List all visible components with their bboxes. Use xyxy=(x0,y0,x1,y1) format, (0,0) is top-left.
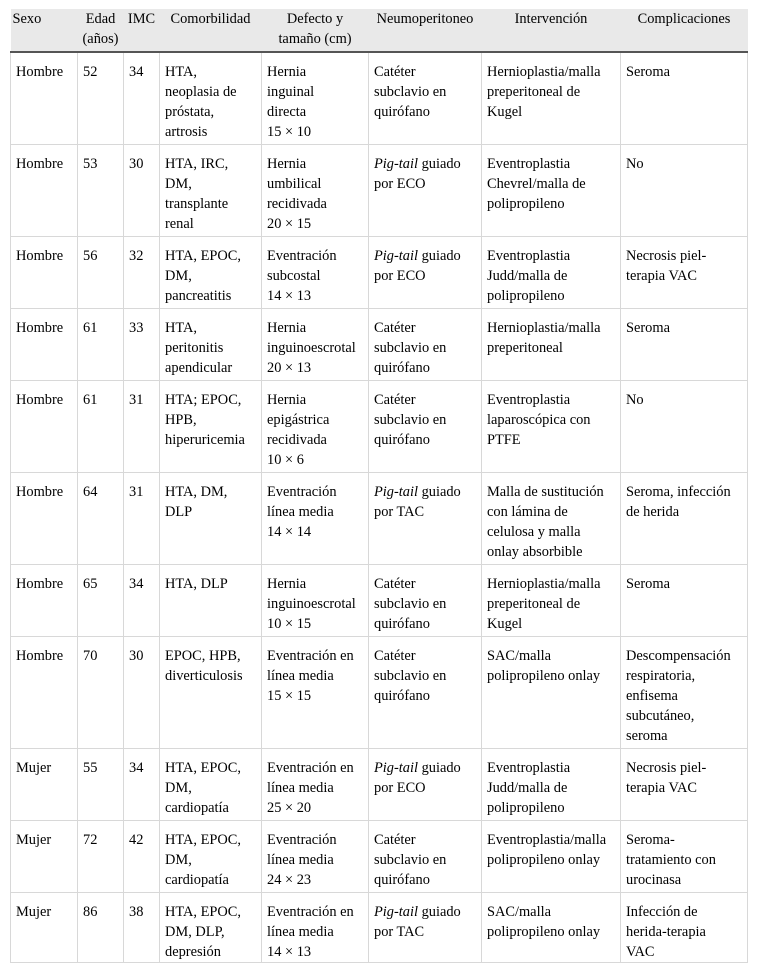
cell-line: polipropileno onlay xyxy=(487,924,601,940)
cell-line: polipropileno xyxy=(487,288,565,304)
cell-complicaciones xyxy=(621,637,748,749)
cell-line: quirófano xyxy=(374,104,430,120)
cell-line: HTA, xyxy=(165,64,198,80)
header-defecto xyxy=(262,9,369,52)
cell-line: Hernia xyxy=(267,156,307,172)
cell-line: Seroma xyxy=(626,64,670,80)
cell-line: subclavio en xyxy=(374,668,447,684)
cell-comorbilidad xyxy=(160,637,262,749)
cell-line: No xyxy=(626,156,644,172)
cell-line: Seroma, infección xyxy=(626,484,731,500)
cell-line: DM, xyxy=(165,780,192,796)
table-row xyxy=(11,749,748,821)
cell-line: epigástrica xyxy=(267,412,330,428)
cell-neumoperitoneo xyxy=(369,381,482,473)
table-row xyxy=(11,821,748,893)
cell-line: quirófano xyxy=(374,360,430,376)
cell-line: Eventración xyxy=(267,248,337,264)
cell-line: Kugel xyxy=(487,616,523,632)
cell-line: herida-terapia xyxy=(626,924,706,940)
cell-neumoperitoneo xyxy=(369,821,482,893)
header-complicaciones: Complicaciones xyxy=(621,9,748,52)
cell-line: celulosa y malla xyxy=(487,524,581,540)
cell-line: Eventración xyxy=(267,832,337,848)
cell-intervencion xyxy=(482,381,621,473)
cell-line: HPB, xyxy=(165,412,197,428)
cell-line: terapia VAC xyxy=(626,780,698,796)
cell-line: Catéter xyxy=(374,392,416,408)
cell-intervencion xyxy=(482,145,621,237)
cell-line xyxy=(374,758,477,778)
cell-line: 24 × 23 xyxy=(267,872,312,888)
cell-line: inguinal xyxy=(267,84,315,100)
cell-sexo: Hombre xyxy=(11,565,78,637)
cell-line: laparoscópica con xyxy=(487,412,591,428)
cell-line: Judd/malla de xyxy=(487,268,568,284)
cell-line: apendicular xyxy=(165,360,233,376)
cell-line: 15 × 10 xyxy=(267,124,312,140)
cell-line: 20 × 15 xyxy=(267,216,312,232)
cell-line: Eventroplastia xyxy=(487,392,571,408)
cell-line: DM, xyxy=(165,852,192,868)
cell-line xyxy=(374,482,477,502)
cell-line: 10 × 15 xyxy=(267,616,312,632)
cell-sexo: Hombre xyxy=(11,237,78,309)
cell-edad: 72 xyxy=(78,821,124,893)
cell-comorbilidad xyxy=(160,473,262,565)
cell-line: con lámina de xyxy=(487,504,568,520)
cell-line: Hernioplastia/malla xyxy=(487,64,601,80)
cell-complicaciones xyxy=(621,893,748,963)
cell-italic-term: Pig-tail xyxy=(374,484,418,500)
cell-intervencion xyxy=(482,821,621,893)
cell-line: peritonitis xyxy=(165,340,224,356)
cell-line: línea media xyxy=(267,780,334,796)
cell-line: Eventración en xyxy=(267,648,354,664)
table-row xyxy=(11,381,748,473)
cell-defecto xyxy=(262,473,369,565)
cell-line: VAC xyxy=(626,944,655,960)
cell-complicaciones xyxy=(621,565,748,637)
cell-neumoperitoneo xyxy=(369,565,482,637)
cell-line: preperitoneal xyxy=(487,340,563,356)
cell-line-rest: guiado xyxy=(417,760,461,776)
cell-line: quirófano xyxy=(374,432,430,448)
table-row xyxy=(11,473,748,565)
cell-imc: 34 xyxy=(124,565,160,637)
cell-line: HTA, EPOC, xyxy=(165,248,241,264)
table-row xyxy=(11,565,748,637)
cell-line: neoplasia de xyxy=(165,84,237,100)
cell-line: renal xyxy=(165,216,194,232)
cell-line: Hernia xyxy=(267,392,307,408)
cell-line: preperitoneal de xyxy=(487,84,581,100)
cell-edad: 56 xyxy=(78,237,124,309)
cell-line: cardiopatía xyxy=(165,872,229,888)
cell-intervencion xyxy=(482,565,621,637)
cell-imc: 30 xyxy=(124,637,160,749)
cell-edad: 65 xyxy=(78,565,124,637)
header-edad-line1: Edad xyxy=(85,11,116,27)
cell-line: Eventroplastia xyxy=(487,760,571,776)
cell-defecto xyxy=(262,237,369,309)
cell-line: Kugel xyxy=(487,104,523,120)
cell-italic-term: Pig-tail xyxy=(374,156,418,172)
cell-line-rest: guiado xyxy=(417,248,461,264)
cell-line: artrosis xyxy=(165,124,208,140)
cell-imc: 38 xyxy=(124,893,160,963)
cell-line: Hernia xyxy=(267,64,307,80)
cell-edad: 70 xyxy=(78,637,124,749)
cell-line: Necrosis piel- xyxy=(626,760,707,776)
cell-sexo: Mujer xyxy=(11,749,78,821)
cell-italic-term: Pig-tail xyxy=(374,248,418,264)
cell-line: polipropileno xyxy=(487,196,565,212)
cell-line: Catéter xyxy=(374,64,416,80)
cell-line-rest: guiado xyxy=(417,156,461,172)
cell-edad: 55 xyxy=(78,749,124,821)
table-row xyxy=(11,309,748,381)
cell-comorbilidad xyxy=(160,893,262,963)
cell-line: EPOC, HPB, xyxy=(165,648,241,664)
cell-line: quirófano xyxy=(374,616,430,632)
cell-line: HTA; EPOC, xyxy=(165,392,242,408)
cell-line: Catéter xyxy=(374,576,416,592)
cell-line: 25 × 20 xyxy=(267,800,312,816)
cell-line: Necrosis piel- xyxy=(626,248,707,264)
cell-comorbilidad xyxy=(160,821,262,893)
cell-line: HTA, EPOC, xyxy=(165,832,241,848)
cell-line: línea media xyxy=(267,504,334,520)
cell-line: por ECO xyxy=(374,268,426,284)
cell-line: HTA, DLP xyxy=(165,576,228,592)
header-comorbilidad: Comorbilidad xyxy=(160,9,262,52)
cell-line: inguinoescrotal xyxy=(267,596,356,612)
cell-line: Chevrel/malla de xyxy=(487,176,586,192)
cell-line: subclavio en xyxy=(374,84,447,100)
cell-line: 20 × 13 xyxy=(267,360,312,376)
cell-complicaciones xyxy=(621,749,748,821)
cell-sexo: Hombre xyxy=(11,309,78,381)
cell-imc: 30 xyxy=(124,145,160,237)
cell-line xyxy=(374,902,477,922)
table-row xyxy=(11,52,748,145)
cell-line: respiratoria, xyxy=(626,668,696,684)
cell-line: 14 × 13 xyxy=(267,944,312,960)
cell-line: directa xyxy=(267,104,307,120)
cell-line: Eventroplastia xyxy=(487,156,571,172)
cell-line: Infección de xyxy=(626,904,698,920)
cell-line: por ECO xyxy=(374,176,426,192)
cell-intervencion xyxy=(482,637,621,749)
cell-line: línea media xyxy=(267,668,334,684)
cell-sexo: Hombre xyxy=(11,637,78,749)
header-defecto-line1: Defecto y xyxy=(286,11,344,27)
cell-imc: 33 xyxy=(124,309,160,381)
cell-line: Descompensación xyxy=(626,648,731,664)
cell-defecto xyxy=(262,52,369,145)
cell-line: Hernioplastia/malla xyxy=(487,320,601,336)
cell-line: Catéter xyxy=(374,648,416,664)
cell-comorbilidad xyxy=(160,309,262,381)
cell-complicaciones xyxy=(621,145,748,237)
cell-neumoperitoneo xyxy=(369,52,482,145)
cell-edad: 61 xyxy=(78,309,124,381)
cell-line: próstata, xyxy=(165,104,215,120)
cell-imc: 32 xyxy=(124,237,160,309)
table-body xyxy=(11,52,748,963)
cell-line: umbilical xyxy=(267,176,322,192)
cell-italic-term: Pig-tail xyxy=(374,904,418,920)
cell-line: transplante xyxy=(165,196,229,212)
cell-line: onlay absorbible xyxy=(487,544,583,560)
cell-line: No xyxy=(626,392,644,408)
cell-line: SAC/malla xyxy=(487,648,551,664)
cell-line: 14 × 13 xyxy=(267,288,312,304)
cell-line: HTA, IRC, xyxy=(165,156,229,172)
cell-neumoperitoneo xyxy=(369,309,482,381)
cell-line: HTA, EPOC, xyxy=(165,760,241,776)
cell-line: tratamiento con xyxy=(626,852,716,868)
cell-line: recidivada xyxy=(267,432,327,448)
cell-defecto xyxy=(262,637,369,749)
table-row xyxy=(11,637,748,749)
cell-neumoperitoneo xyxy=(369,749,482,821)
cell-line: Hernioplastia/malla xyxy=(487,576,601,592)
cell-line: Seroma xyxy=(626,320,670,336)
cell-imc: 42 xyxy=(124,821,160,893)
cell-complicaciones xyxy=(621,473,748,565)
cell-line: Eventroplastia/malla xyxy=(487,832,607,848)
cell-line: SAC/malla xyxy=(487,904,551,920)
cell-sexo: Hombre xyxy=(11,473,78,565)
cell-neumoperitoneo xyxy=(369,473,482,565)
cell-line: polipropileno xyxy=(487,800,565,816)
cell-edad: 61 xyxy=(78,381,124,473)
cell-neumoperitoneo xyxy=(369,637,482,749)
cell-defecto xyxy=(262,145,369,237)
cell-edad: 86 xyxy=(78,893,124,963)
cell-sexo: Mujer xyxy=(11,821,78,893)
cell-line: línea media xyxy=(267,852,334,868)
cell-comorbilidad xyxy=(160,381,262,473)
cell-line: DLP xyxy=(165,504,193,520)
cell-line: hiperuricemia xyxy=(165,432,245,448)
cell-complicaciones xyxy=(621,52,748,145)
cell-sexo: Hombre xyxy=(11,52,78,145)
cell-line: Eventroplastia xyxy=(487,248,571,264)
cell-edad: 64 xyxy=(78,473,124,565)
cell-line: de herida xyxy=(626,504,680,520)
cell-line: DM, xyxy=(165,268,192,284)
cell-line: 14 × 14 xyxy=(267,524,312,540)
cell-line: Catéter xyxy=(374,832,416,848)
cell-defecto xyxy=(262,309,369,381)
cell-line: PTFE xyxy=(487,432,521,448)
cell-line: 15 × 15 xyxy=(267,688,312,704)
cell-intervencion xyxy=(482,749,621,821)
cell-intervencion xyxy=(482,473,621,565)
cell-line: Hernia xyxy=(267,320,307,336)
cell-complicaciones xyxy=(621,237,748,309)
cell-imc: 31 xyxy=(124,473,160,565)
cell-line: Eventración xyxy=(267,484,337,500)
header-edad-line2: (años) xyxy=(82,31,119,47)
cell-complicaciones xyxy=(621,381,748,473)
cell-line: polipropileno onlay xyxy=(487,852,601,868)
cell-edad: 53 xyxy=(78,145,124,237)
cell-intervencion xyxy=(482,893,621,963)
cell-comorbilidad xyxy=(160,749,262,821)
cell-sexo: Hombre xyxy=(11,381,78,473)
cell-defecto xyxy=(262,381,369,473)
cell-intervencion xyxy=(482,309,621,381)
table-header xyxy=(11,9,748,52)
cell-line-rest: guiado xyxy=(417,484,461,500)
cell-imc: 31 xyxy=(124,381,160,473)
cell-neumoperitoneo xyxy=(369,893,482,963)
cell-line: Seroma xyxy=(626,576,670,592)
cell-intervencion xyxy=(482,237,621,309)
table-row xyxy=(11,145,748,237)
cell-line: subclavio en xyxy=(374,412,447,428)
header-defecto-line2: tamaño (cm) xyxy=(278,31,352,47)
cell-line: Eventración en xyxy=(267,904,354,920)
cell-neumoperitoneo xyxy=(369,237,482,309)
cell-italic-term: Pig-tail xyxy=(374,760,418,776)
patients-table xyxy=(10,9,748,963)
cell-line: Seroma- xyxy=(626,832,675,848)
cell-line: DM, xyxy=(165,176,192,192)
cell-line-rest: guiado xyxy=(417,904,461,920)
cell-sexo: Hombre xyxy=(11,145,78,237)
cell-line: por TAC xyxy=(374,504,425,520)
header-sexo: Sexo xyxy=(11,9,78,52)
cell-line: Eventración en xyxy=(267,760,354,776)
cell-line: quirófano xyxy=(374,688,430,704)
cell-line: diverticulosis xyxy=(165,668,243,684)
header-edad xyxy=(78,9,124,52)
cell-line: terapia VAC xyxy=(626,268,698,284)
cell-line: inguinoescrotal xyxy=(267,340,356,356)
cell-defecto xyxy=(262,565,369,637)
cell-line: Judd/malla de xyxy=(487,780,568,796)
cell-imc: 34 xyxy=(124,52,160,145)
cell-defecto xyxy=(262,893,369,963)
header-neumoperitoneo: Neumoperitoneo xyxy=(369,9,482,52)
cell-line: Catéter xyxy=(374,320,416,336)
cell-line: enfisema xyxy=(626,688,678,704)
table-row xyxy=(11,893,748,963)
cell-line: por TAC xyxy=(374,924,425,940)
cell-comorbilidad xyxy=(160,237,262,309)
cell-defecto xyxy=(262,749,369,821)
cell-line: cardiopatía xyxy=(165,800,229,816)
cell-line: Malla de sustitución xyxy=(487,484,604,500)
cell-line: HTA, xyxy=(165,320,198,336)
cell-line xyxy=(374,246,477,266)
cell-line: subcostal xyxy=(267,268,321,284)
cell-line: 10 × 6 xyxy=(267,452,304,468)
cell-line: subclavio en xyxy=(374,340,447,356)
cell-line: línea media xyxy=(267,924,334,940)
cell-line: DM, DLP, xyxy=(165,924,225,940)
cell-neumoperitoneo xyxy=(369,145,482,237)
cell-complicaciones xyxy=(621,821,748,893)
cell-comorbilidad xyxy=(160,145,262,237)
cell-edad: 52 xyxy=(78,52,124,145)
cell-line: subcutáneo, xyxy=(626,708,695,724)
header-intervencion: Intervención xyxy=(482,9,621,52)
cell-line: subclavio en xyxy=(374,852,447,868)
cell-line: seroma xyxy=(626,728,668,744)
cell-defecto xyxy=(262,821,369,893)
cell-line: pancreatitis xyxy=(165,288,232,304)
cell-comorbilidad xyxy=(160,565,262,637)
cell-line: por ECO xyxy=(374,780,426,796)
cell-imc: 34 xyxy=(124,749,160,821)
cell-line xyxy=(374,154,477,174)
cell-line: HTA, EPOC, xyxy=(165,904,241,920)
cell-line: recidivada xyxy=(267,196,327,212)
header-imc: IMC xyxy=(124,9,160,52)
cell-intervencion xyxy=(482,52,621,145)
cell-line: preperitoneal de xyxy=(487,596,581,612)
cell-sexo: Mujer xyxy=(11,893,78,963)
cell-line: depresión xyxy=(165,944,221,960)
cell-line: HTA, DM, xyxy=(165,484,228,500)
cell-comorbilidad xyxy=(160,52,262,145)
cell-complicaciones xyxy=(621,309,748,381)
cell-line: urocinasa xyxy=(626,872,682,888)
cell-line: quirófano xyxy=(374,872,430,888)
cell-line: polipropileno onlay xyxy=(487,668,601,684)
cell-line: Hernia xyxy=(267,576,307,592)
table-row xyxy=(11,237,748,309)
cell-line: subclavio en xyxy=(374,596,447,612)
